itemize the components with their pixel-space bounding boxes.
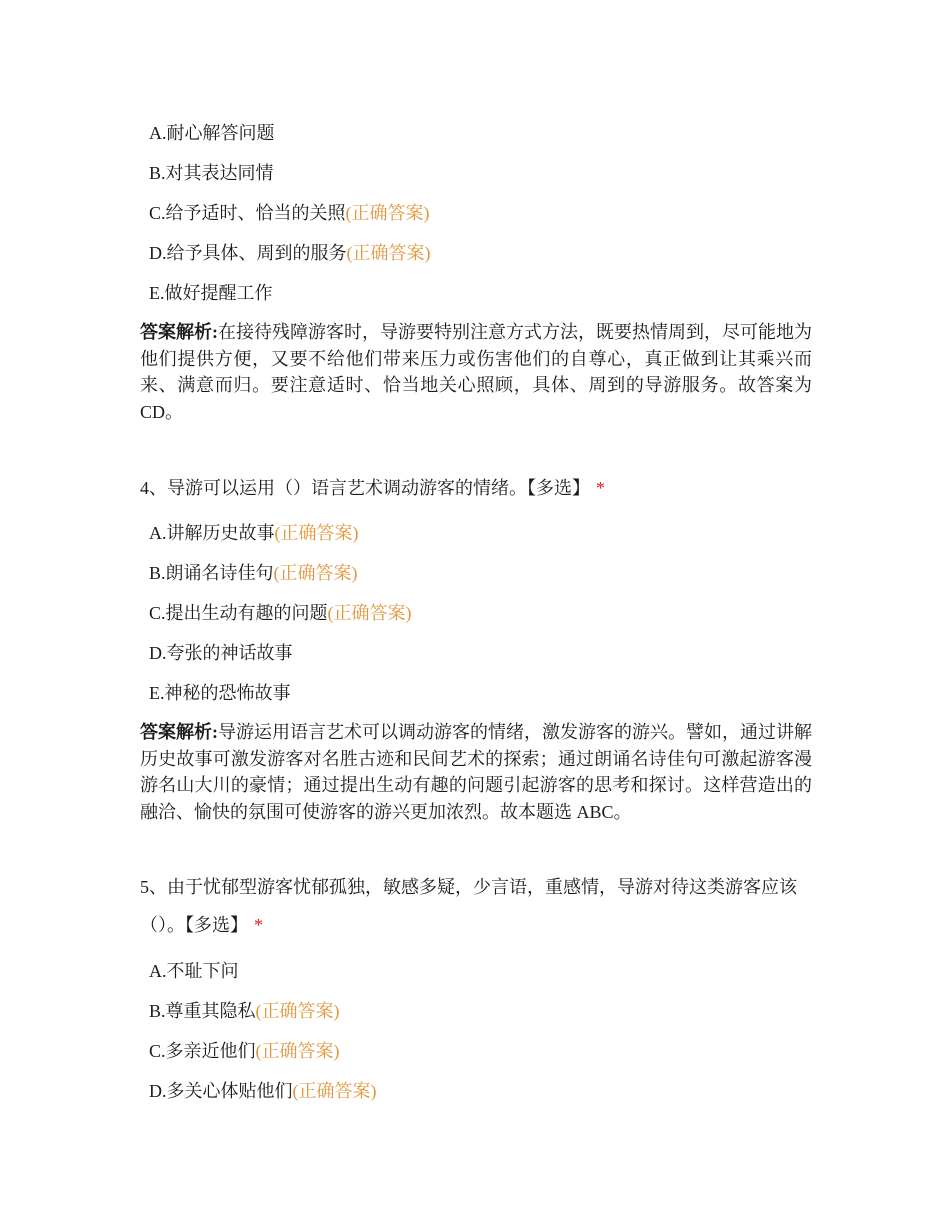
q4-option-b: B.朗诵名诗佳句(正确答案): [149, 563, 358, 583]
q4-option-a: A.讲解历史故事(正确答案): [149, 523, 359, 543]
q3-option-d: D.给予具体、周到的服务(正确答案): [149, 243, 431, 263]
correct-answer-mark: (正确答案): [292, 1081, 377, 1101]
q4-option-c: C.提出生动有趣的问题(正确答案): [149, 603, 412, 623]
explanation-label: 答案解析:: [140, 322, 218, 342]
q5-option-d: D.多关心体贴他们(正确答案): [149, 1081, 377, 1101]
q3-option-e: E.做好提醒工作: [149, 283, 273, 303]
q5-option-a: A.不耻下问: [149, 961, 239, 981]
q4-option-d: D.夸张的神话故事: [149, 643, 293, 663]
correct-answer-mark: (正确答案): [274, 523, 359, 543]
correct-answer-mark: (正确答案): [255, 1001, 340, 1021]
q5-option-b: B.尊重其隐私(正确答案): [149, 1001, 340, 1021]
correct-answer-mark: (正确答案): [345, 203, 430, 223]
q3-option-b: B.对其表达同情: [149, 163, 274, 183]
correct-answer-mark: (正确答案): [273, 563, 358, 583]
correct-answer-mark: (正确答案): [346, 243, 431, 263]
required-asterisk: *: [596, 478, 605, 498]
q4-explanation: 答案解析:导游运用语言艺术可以调动游客的情绪，激发游客的游兴。譬如，通过讲解历史故事可激发游客对名胜古迹和民间艺术的探索；通过朗诵名诗佳句可激起游客漫游名山大川的豪情；通过提出生动有趣的问题引起游客的思考和探讨。这样营造出的融洽、愉快的氛围可使游客的游兴更加浓烈。故本题选 ABC。: [140, 722, 812, 822]
required-asterisk: *: [254, 915, 263, 935]
q4-option-e: E.神秘的恐怖故事: [149, 683, 291, 703]
correct-answer-mark: (正确答案): [327, 603, 412, 623]
q3-option-c: C.给予适时、恰当的关照(正确答案): [149, 203, 430, 223]
q3-option-a: A.耐心解答问题: [149, 123, 275, 143]
q5-question: 5、由于忧郁型游客忧郁孤独，敏感多疑，少言语，重感情，导游对待这类游客应该（）。【多选】 *: [140, 877, 797, 935]
correct-answer-mark: (正确答案): [255, 1041, 340, 1061]
q4-question: 4、导游可以运用（）语言艺术调动游客的情绪。【多选】 *: [140, 478, 605, 498]
q5-option-c: C.多亲近他们(正确答案): [149, 1041, 340, 1061]
q3-explanation: 答案解析:在接待残障游客时，导游要特别注意方式方法，既要热情周到，尽可能地为他们提供方便，又要不给他们带来压力或伤害他们的自尊心，真正做到让其乘兴而来、满意而归。要注意适时、恰当地关心照顾，具体、周到的导游服务。故答案为 CD。: [140, 322, 812, 422]
explanation-label: 答案解析:: [140, 722, 218, 742]
